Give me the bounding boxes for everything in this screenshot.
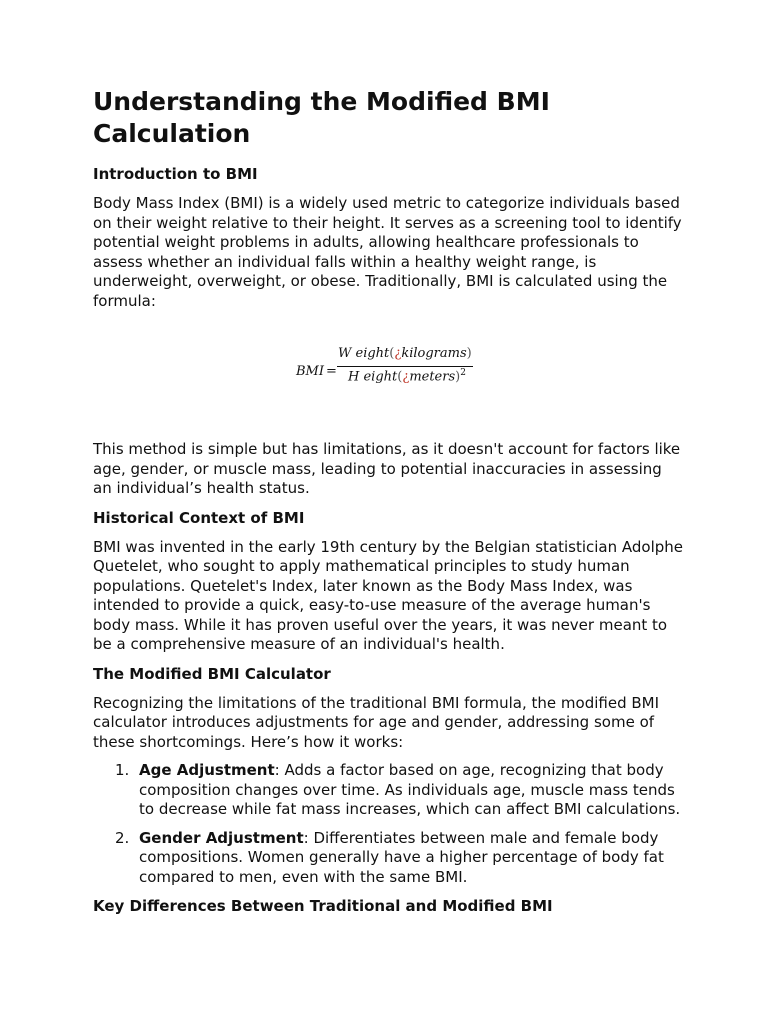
glyph-numerator: ¿ [394, 346, 402, 361]
glyph-denominator: ¿ [402, 369, 410, 385]
section-heading-modified: The Modified BMI Calculator [93, 664, 331, 683]
numerator-label: W eight [338, 346, 390, 361]
formula-lhs: BMI [296, 364, 324, 379]
denominator-unit: meters [409, 369, 456, 385]
formula-equals: = [326, 364, 337, 379]
bmi-formula [93, 320, 683, 440]
formula-exponent: 2 [460, 368, 466, 378]
list-term: Age Adjustment [139, 761, 275, 779]
list-number: 2. [115, 828, 130, 847]
modified-paragraph: Recognizing the limitations of the traditional BMI formula, the modified BMI calculator introduces adjustments for age and gender, addressing some of these shortcomings. Here’s how it works: [93, 693, 660, 751]
denominator-label: H eight [348, 369, 398, 385]
document-content [93, 86, 683, 926]
section-heading-intro: Introduction to BMI [93, 165, 258, 183]
list-item [93, 829, 683, 888]
adjustments-list [93, 761, 683, 887]
list-item [93, 761, 683, 820]
list-number: 1. [115, 761, 130, 779]
intro-paragraph: Body Mass Index (BMI) is a widely used metric to categorize individuals based on their weight relative to their height. It serves as a screening tool to identify potential weight problems in adults, allowing healthcare professionals to assess whether an individual falls within a healthy weight range, is underweight, overweight, or obese. Traditionally, BMI is calculated using the formula: [93, 194, 682, 310]
fraction-bar [337, 366, 473, 367]
list-text: : Adds a factor based on age, recognizing that body composition changes over time. As individuals age, muscle mass tends to decrease while fat mass increases, which can affect BMI calculations. [139, 761, 681, 818]
section-heading-history: Historical Context of BMI [93, 508, 305, 527]
section-heading-differences: Key Differences Between Traditional and Modified BMI [93, 897, 553, 915]
list-term: Gender Adjustment [139, 828, 304, 847]
after-formula-paragraph: This method is simple but has limitations, as it doesn't account for factors like age, gender, or muscle mass, leading to potential inaccuracies in assessing an individual’s health status. [93, 440, 681, 497]
list-text: : Differentiates between male and female body compositions. Women generally have a higher percentage of body fat compared to men, even with the same BMI. [139, 828, 664, 886]
page-title: Understanding the Modified BMI Calculation [93, 87, 550, 148]
history-paragraph: BMI was invented in the early 19th century by the Belgian statistician Adolphe Quetelet, who sought to apply mathematical principles to study human populations. Quetelet's Index, later known as the Body Mass Index, was intended to provide a quick, easy-to-use measure of the average human's body mass. While it has proven useful over the years, it was never meant to be a comprehensive measure of an individual's health. [93, 537, 684, 653]
formula-denominator: H eight(¿meters)$^2$ [348, 368, 466, 385]
formula-numerator: W eight(¿kilograms) [338, 346, 472, 361]
numerator-unit: kilograms [401, 346, 467, 361]
